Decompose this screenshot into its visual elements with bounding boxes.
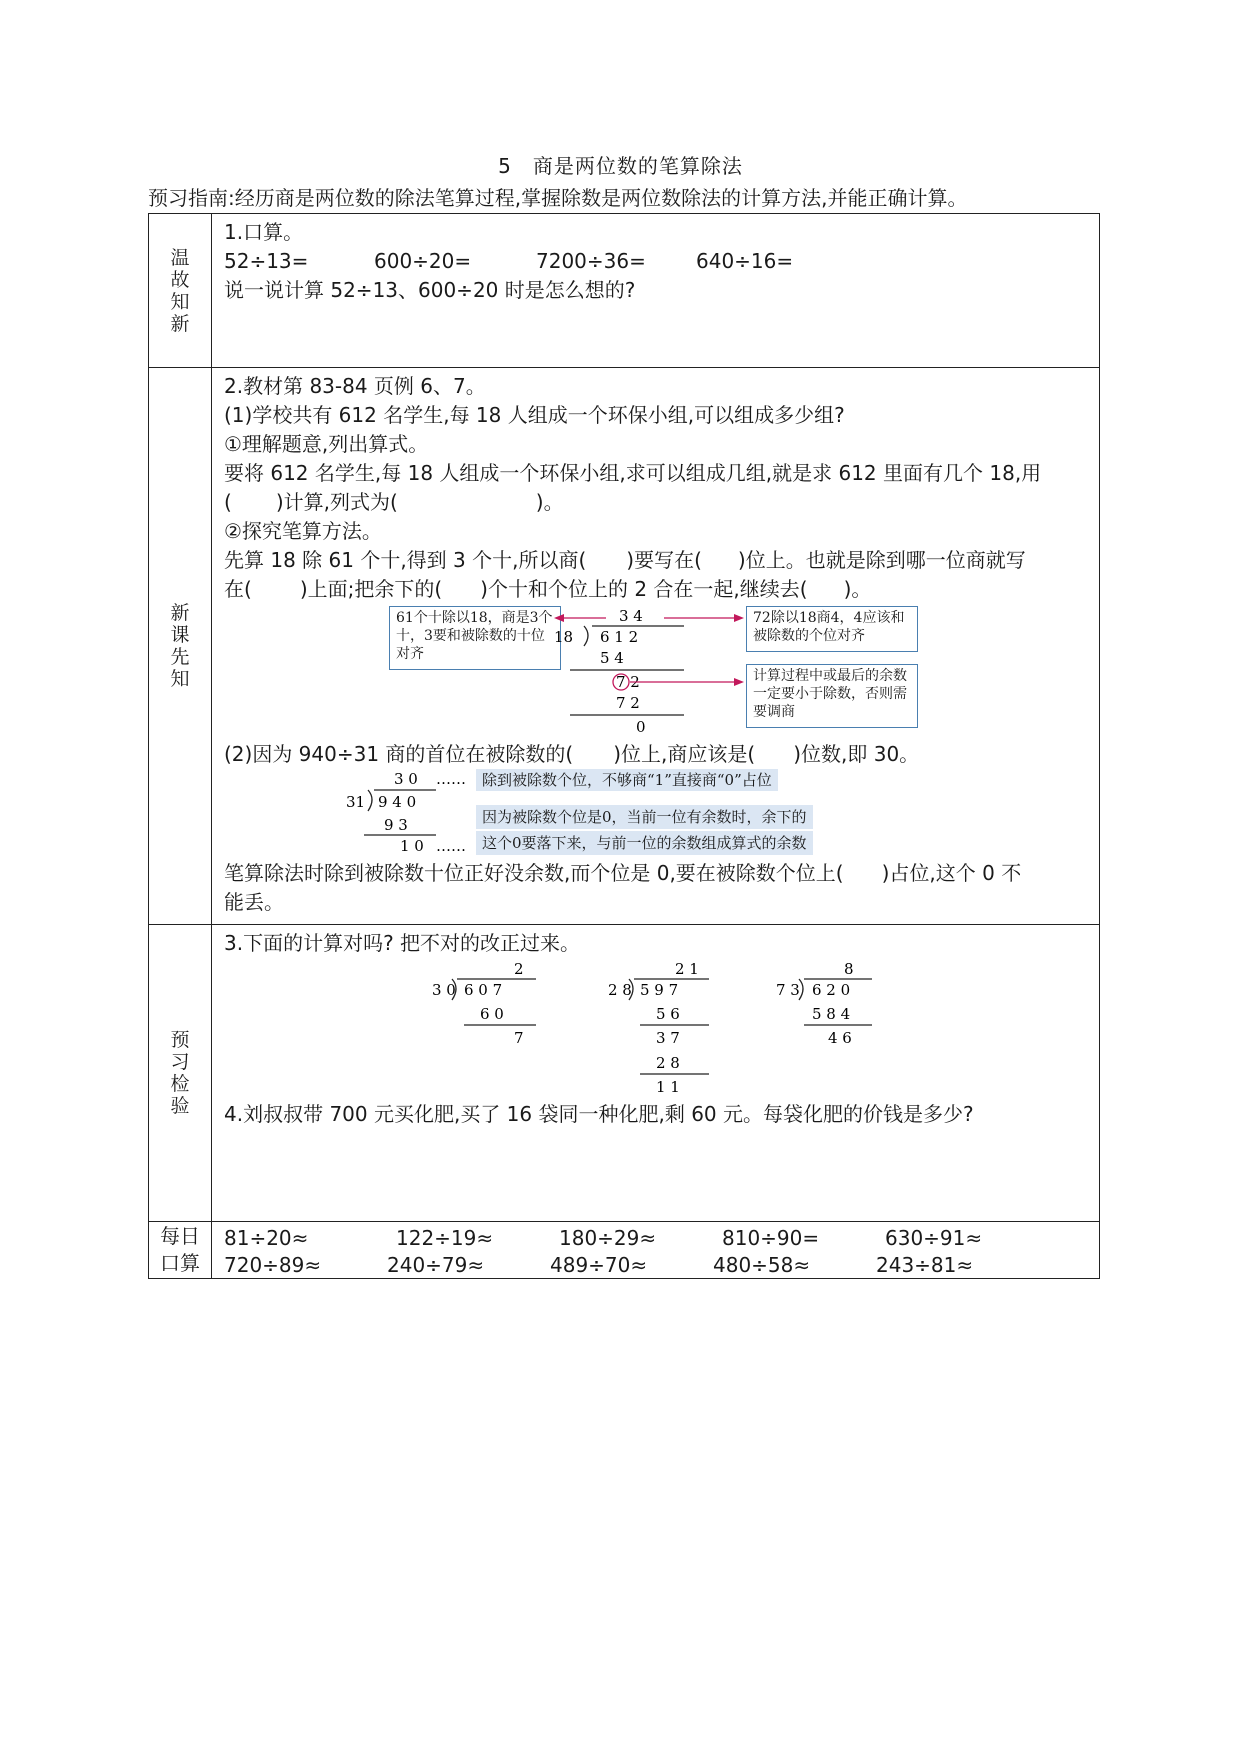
daily-label-cell: [149, 1222, 212, 1279]
calc3-quotient: 8: [844, 960, 854, 978]
question-1: (1)学校共有 612 名学生,每 18 人组成一个环保小组,可以组成多少组?: [224, 403, 845, 427]
daily-problem: 243÷81≈: [876, 1253, 974, 1277]
text-fragment: 在(: [224, 577, 252, 601]
calc2-step-1: 5 6: [656, 1005, 680, 1023]
daily-row-2: [224, 1251, 1091, 1278]
daily-problem: 489÷70≈: [550, 1253, 648, 1277]
review-problems: [224, 247, 1091, 276]
paragraph-3a: [224, 859, 1091, 888]
division-figure-1: [224, 604, 1091, 740]
paragraph-1a: 要将 612 名学生,每 18 人组成一个环保小组,求可以组成几组,就是求 612 里面有几个 18,用: [224, 461, 1042, 485]
fig1-step-c: 7 2: [616, 694, 640, 712]
daily-problem: 81÷20≈: [224, 1226, 309, 1250]
calc1-dividend: 6 0 7: [464, 981, 503, 999]
newlesson-heading: 2.教材第 83-84 页例 6、7。: [224, 374, 486, 398]
newlesson-label-cell: [149, 368, 212, 925]
text-fragment: )要写在(: [626, 548, 702, 572]
preview-guide: 预习指南:经历商是两位数的除法笔算过程,掌握除数是两位数除法的计算方法,并能正确计算。: [148, 186, 968, 210]
calc3-divisor: 7 3: [776, 981, 800, 999]
daily-row-1: [224, 1224, 1091, 1251]
paragraph-2b: [224, 575, 1091, 604]
review-problem: 52÷13=: [224, 249, 309, 273]
paragraph-3b: 能丢。: [224, 890, 284, 914]
calc2-step-2: 3 7: [656, 1029, 680, 1047]
newlesson-content: [212, 368, 1100, 925]
review-question: 说一说计算 52÷13、600÷20 时是怎么想的?: [224, 278, 636, 302]
text-fragment: )。: [843, 577, 872, 601]
fig2-note-1: 除到被除数个位，不够商“1”直接商“0”占位: [476, 769, 778, 791]
question-4: 4.刘叔叔带 700 元买化肥,买了 16 袋同一种化肥,剩 60 元。每袋化肥的价钱是多少?: [224, 1102, 974, 1126]
daily-problem: 122÷19≈: [396, 1226, 494, 1250]
fig1-dividend: 6 1 2: [600, 628, 639, 646]
text-fragment: )计算,列式为(: [275, 490, 398, 514]
daily-label-1: 每日: [160, 1224, 200, 1248]
calc1-remainder: 7: [514, 1029, 524, 1047]
page-title: 5 商是两位数的笔算除法: [498, 154, 743, 178]
text-fragment: )位上,商应该是(: [613, 742, 756, 766]
check-label-cell: [149, 925, 212, 1222]
text-fragment: )。: [535, 490, 564, 514]
question-2: [224, 740, 1091, 769]
daily-problem: 480÷58≈: [713, 1253, 811, 1277]
calc2-divisor: 2 8: [608, 981, 632, 999]
fig1-divisor: 18: [554, 628, 574, 646]
calc1-quotient: 2: [514, 960, 524, 978]
review-heading: 1.口算。: [224, 220, 304, 244]
note-ones-align: 72除以18商4，4应该和被除数的个位对齐: [746, 606, 918, 652]
check-diagram: [224, 958, 1124, 1100]
daily-label-2: 口算: [160, 1251, 200, 1275]
text-fragment: (2)因为 940÷31 商的首位在被除数的(: [224, 742, 574, 766]
note-tens-align: 61个十除以18，商是3个十，3要和被除数的十位对齐: [389, 606, 561, 670]
fig2-quotient: 3 0: [394, 770, 418, 788]
step-2: ②探究笔算方法。: [224, 519, 382, 543]
check-row: [149, 925, 1100, 1222]
review-problem: 7200÷36=: [536, 249, 646, 273]
review-label-cell: [149, 214, 212, 368]
calc1-divisor: 3 0: [432, 981, 456, 999]
text-fragment: (: [224, 490, 232, 514]
review-row: [149, 214, 1100, 368]
check-heading: 3.下面的计算对吗? 把不对的改正过来。: [224, 931, 581, 955]
fig2-dots: ……: [436, 837, 466, 855]
fig2-note-2a: 因为被除数个位是0，当前一位有余数时，余下的: [476, 805, 813, 829]
newlesson-row: [149, 368, 1100, 925]
text-fragment: )上面;把余下的(: [299, 577, 443, 601]
daily-problem: 180÷29≈: [559, 1226, 657, 1250]
fig1-remainder: 0: [636, 718, 646, 736]
daily-content: [212, 1222, 1100, 1279]
division-diagram-1: [224, 604, 1124, 740]
fig2-dots: ……: [436, 770, 466, 788]
calc2-quotient: 2 1: [675, 960, 699, 978]
step-1: ①理解题意,列出算式。: [224, 432, 429, 456]
review-content: [212, 214, 1100, 368]
review-label: 温故知新: [170, 246, 190, 335]
check-label: 预习检验: [170, 1029, 190, 1117]
text-fragment: )占位,这个 0 不: [881, 861, 1022, 885]
calc2-dividend: 5 9 7: [640, 981, 679, 999]
review-problem: 600÷20=: [374, 249, 472, 273]
fig1-quotient: 3 4: [619, 607, 643, 625]
calc3-remainder: 4 6: [828, 1029, 852, 1047]
fig1-step-b: 7 2: [616, 673, 640, 691]
calc3-dividend: 6 2 0: [812, 981, 851, 999]
fig2-step-a: 9 3: [384, 816, 408, 834]
daily-problem: 630÷91≈: [885, 1226, 983, 1250]
fig2-note-2b: 这个0要落下来，与前一位的余数组成算式的余数: [476, 831, 813, 855]
text-fragment: 笔算除法时除到被除数十位正好没余数,而个位是 0,要在被除数个位上(: [224, 861, 844, 885]
daily-problem: 720÷89≈: [224, 1253, 322, 1277]
daily-problem: 240÷79≈: [387, 1253, 485, 1277]
worksheet-table: [148, 213, 1100, 1279]
text-fragment: 先算 18 除 61 个十,得到 3 个十,所以商(: [224, 548, 587, 572]
paragraph-2a: [224, 546, 1091, 575]
calc1-step: 6 0: [480, 1005, 504, 1023]
fig2-dividend: 9 4 0: [378, 793, 417, 811]
division-figure-2: [224, 769, 1091, 859]
text-fragment: )位上。也就是除到哪一位商就写: [737, 548, 1026, 572]
calc3-step: 5 8 4: [812, 1005, 851, 1023]
fig2-divisor: 31: [346, 793, 366, 811]
fig2-remainder: 1 0: [400, 837, 424, 855]
calc2-remainder: 1 1: [656, 1078, 680, 1096]
text-fragment: )位数,即 30。: [793, 742, 920, 766]
daily-row: [149, 1222, 1100, 1279]
note-remainder-rule: 计算过程中或最后的余数一定要小于除数，否则需要调商: [746, 664, 918, 728]
paragraph-1b: [224, 488, 1091, 517]
text-fragment: )个十和个位上的 2 合在一起,继续去(: [480, 577, 808, 601]
review-problem: 640÷16=: [696, 249, 794, 273]
calc2-step-3: 2 8: [656, 1054, 680, 1072]
check-calculations: [224, 958, 1091, 1100]
daily-problem: 810÷90=: [722, 1226, 820, 1250]
fig1-step-a: 5 4: [600, 649, 624, 667]
newlesson-label: 新课先知: [170, 602, 190, 690]
check-content: [212, 925, 1100, 1222]
